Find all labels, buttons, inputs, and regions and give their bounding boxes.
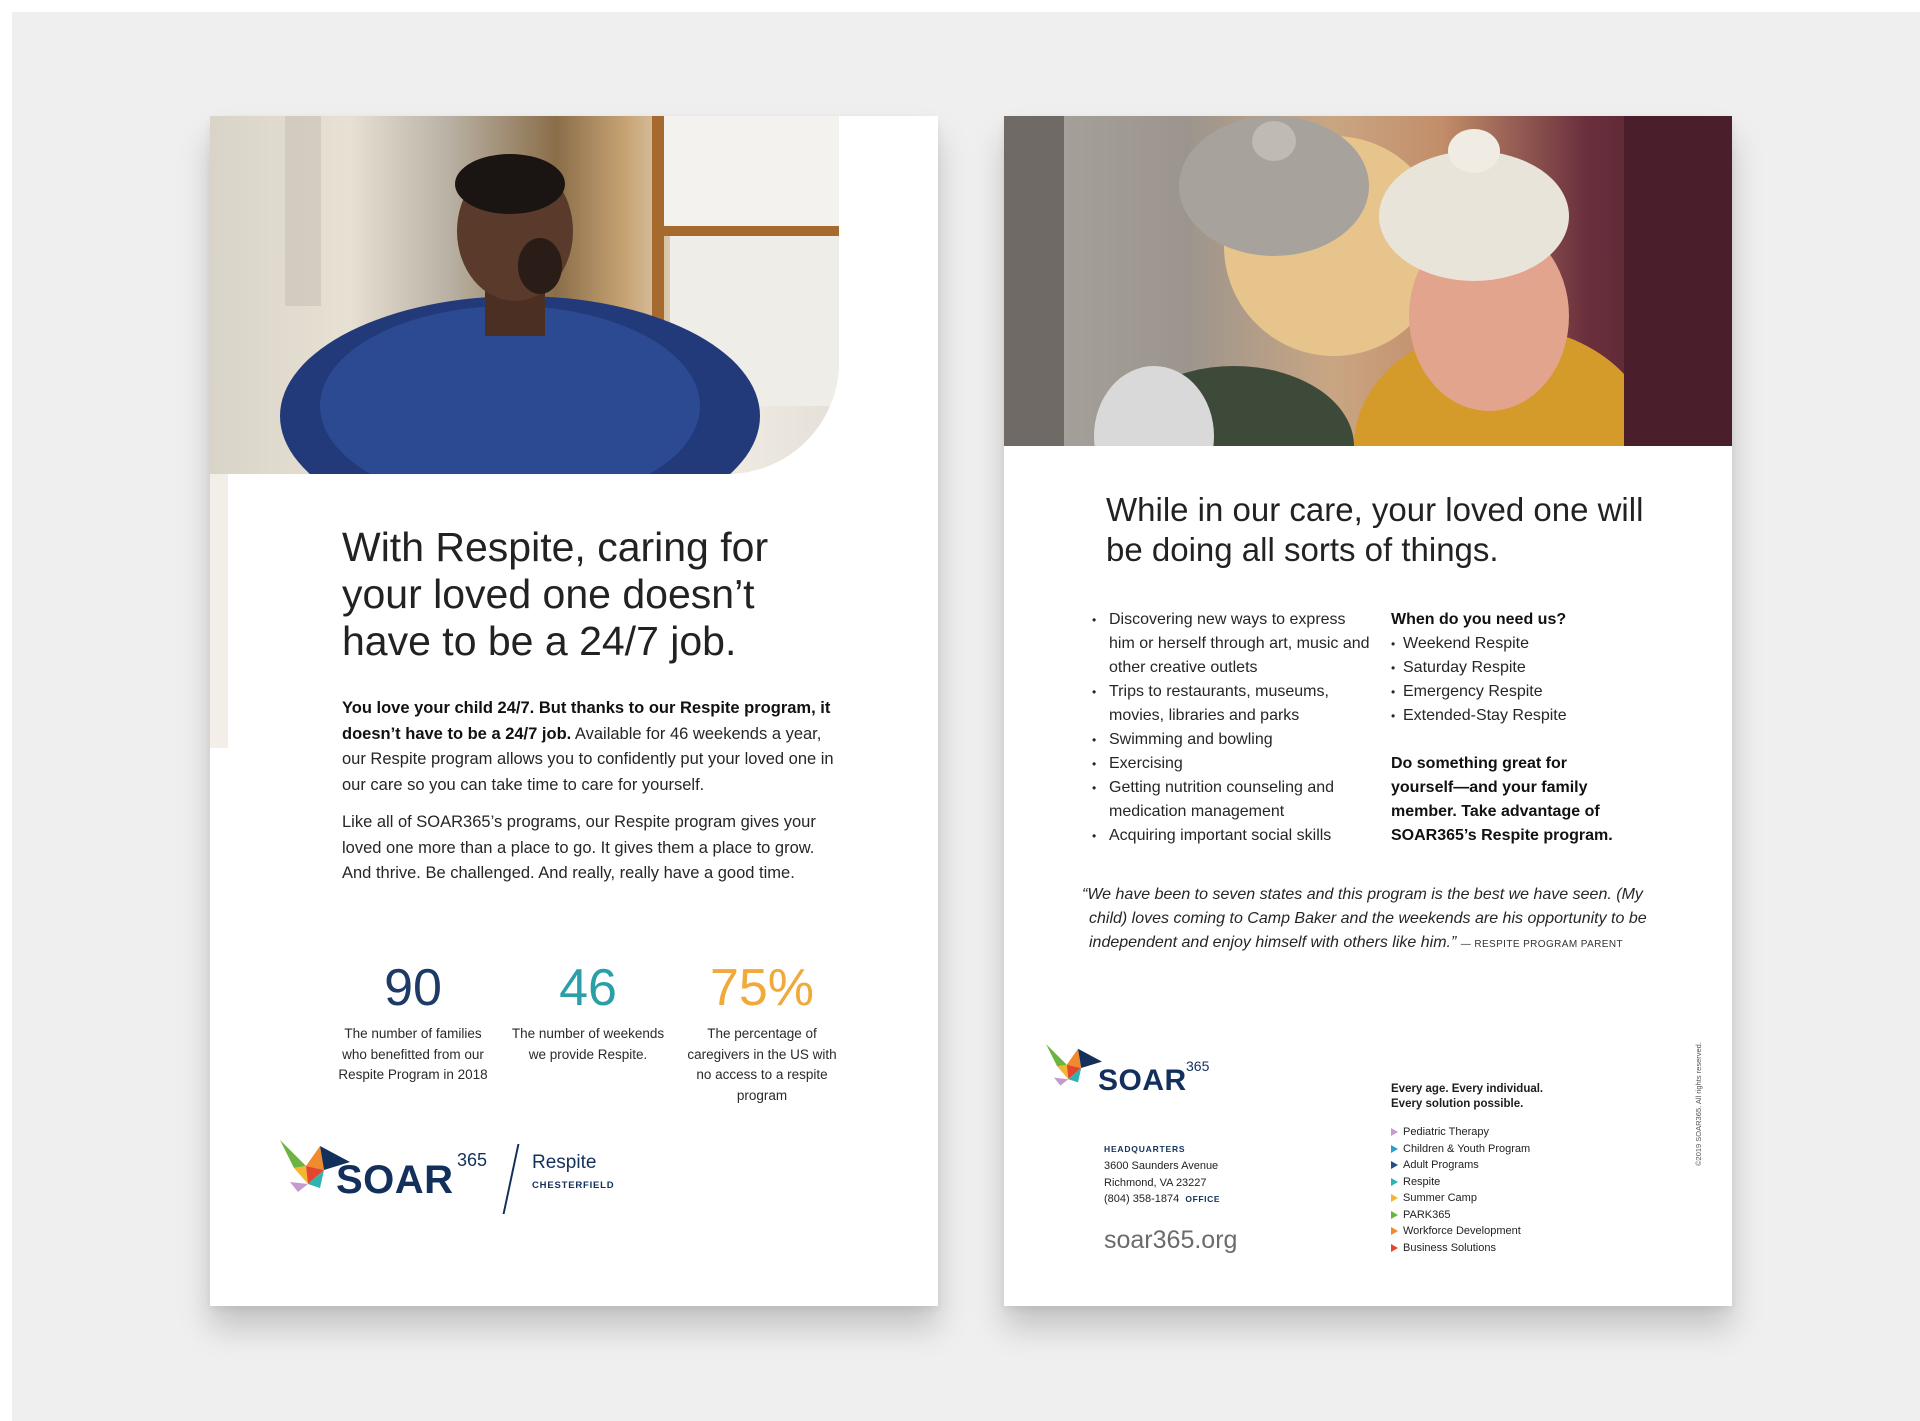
list-item: • Trips to restaurants, museums, movies, libraries and parks <box>1092 680 1372 728</box>
stat-caregivers <box>682 958 842 1106</box>
triangle-bullet-icon <box>1391 1227 1398 1235</box>
headline: While in our care, your loved one will be doing all sorts of things. <box>1106 491 1644 568</box>
stat-caption: The number of families who benefitted from our Respite Program in 2018 <box>338 1026 488 1082</box>
headline: With Respite, caring for your loved one doesn’t have to be a 24/7 job. <box>342 524 769 664</box>
triangle-bullet-icon <box>1391 1161 1398 1169</box>
triangle-bullet-icon <box>1391 1194 1398 1202</box>
photo-man-by-window <box>210 116 839 474</box>
when-title: When do you need us? <box>1391 611 1567 628</box>
soar365-respite-logo <box>280 1136 640 1216</box>
program-name: Respite <box>532 1152 597 1173</box>
hq-phone: (804) 358-1874 <box>1104 1193 1180 1205</box>
intro-bold: You love your child 24/7. But thanks to our Respite program, it doesn’t have to be a 24/7 job. <box>342 699 831 743</box>
program-item <box>1391 1240 1530 1257</box>
photo-illustration <box>210 116 839 474</box>
program-label: Workforce Development <box>1403 1225 1521 1237</box>
program-item <box>1391 1207 1530 1224</box>
soar-wordmark: SOAR <box>336 1158 454 1202</box>
list-item: • Swimming and bowling <box>1092 728 1372 752</box>
list-item: • Getting nutrition counseling and medication management <box>1092 776 1372 824</box>
photo-illustration <box>1004 116 1732 446</box>
program-item <box>1391 1174 1530 1191</box>
list-item: • Extended-Stay Respite <box>1391 704 1631 728</box>
when-list <box>1391 632 1631 728</box>
programs-list <box>1391 1124 1530 1256</box>
stat-value: 90 <box>384 959 442 1017</box>
triangle-bullet-icon <box>1391 1211 1398 1219</box>
list-item: • Weekend Respite <box>1391 632 1631 656</box>
hq-label: HEADQUARTERS <box>1104 1144 1186 1154</box>
quote-text: “We have been to seven states and this program is the best we have seen. (My child) loves coming to Camp Baker and the weekends are his opportunity to be independent and enjoy himself with others like him.” <box>1082 886 1647 951</box>
program-item <box>1391 1157 1530 1174</box>
program-location: CHESTERFIELD <box>532 1180 615 1191</box>
triangle-bullet-icon <box>1391 1145 1398 1153</box>
hq-phone-line <box>1104 1191 1220 1208</box>
tagline <box>1391 1082 1543 1112</box>
stat-value: 75% <box>709 959 815 1017</box>
list-item: • Emergency Respite <box>1391 680 1631 704</box>
program-label: Pediatric Therapy <box>1403 1126 1490 1138</box>
program-label: Respite <box>1403 1175 1441 1188</box>
list-item: • Acquiring important social skills <box>1092 824 1372 848</box>
program-label: Summer Camp <box>1403 1192 1477 1204</box>
logo-divider <box>503 1144 520 1214</box>
photo-women-in-hats <box>1004 116 1732 446</box>
program-item <box>1391 1141 1530 1158</box>
tagline-line-1: Every age. Every individual. <box>1391 1083 1544 1095</box>
origami-bird-icon <box>1046 1044 1102 1092</box>
flyer-page-right <box>1004 116 1732 1306</box>
triangle-bullet-icon <box>1391 1128 1398 1136</box>
intro-rest: Available for 46 weekends a year, our Respite program allows you to confidently put your loved one in our care so you can take time to care for yourself. <box>342 724 834 794</box>
hq-address <box>1104 1158 1220 1208</box>
program-label: Business Solutions <box>1403 1241 1496 1254</box>
presentation-background <box>12 12 1920 1421</box>
stat-caption: The percentage of caregivers in the US with no access to a respite program <box>687 1026 837 1103</box>
tagline-line-2: Every solution possible. <box>1391 1098 1524 1110</box>
soar-superscript: 365 <box>457 1150 488 1170</box>
soar365-logo <box>1046 1044 1246 1104</box>
paragraph-2: Like all of SOAR365’s programs, our Respite program gives your loved one more than a place to go. It gives them a place to grow. And thrive. Be challenged. And really, really have a good time. <box>342 813 816 882</box>
list-item: • Exercising <box>1092 752 1372 776</box>
quote-attribution: — RESPITE PROGRAM PARENT <box>1460 939 1623 950</box>
body-copy <box>342 696 842 899</box>
program-label: Adult Programs <box>1403 1159 1479 1171</box>
stat-caption: The number of weekends we provide Respite. <box>511 1026 665 1062</box>
soar-wordmark: SOAR <box>1098 1064 1187 1097</box>
list-item: • Discovering new ways to express him or herself through art, music and other creative outlets <box>1092 608 1372 680</box>
triangle-bullet-icon <box>1391 1178 1398 1186</box>
when-block <box>1391 608 1631 848</box>
copyright-notice: ©2019 SOAR365. All rights reserved. <box>1694 1042 1703 1166</box>
activities-list <box>1092 608 1372 848</box>
program-item <box>1391 1223 1530 1240</box>
hq-street: 3600 Saunders Avenue <box>1104 1160 1219 1172</box>
website-url: soar365.org <box>1104 1226 1238 1254</box>
testimonial-quote <box>1082 883 1659 957</box>
program-label: Children & Youth Program <box>1403 1142 1531 1155</box>
stat-families <box>333 958 493 1086</box>
program-label: PARK365 <box>1403 1208 1451 1221</box>
stat-value: 46 <box>559 959 617 1017</box>
soar-superscript: 365 <box>1186 1058 1210 1074</box>
program-item <box>1391 1124 1530 1141</box>
triangle-bullet-icon <box>1391 1244 1398 1252</box>
hq-city: Richmond, VA 23227 <box>1104 1176 1207 1189</box>
intro-paragraph <box>342 696 842 798</box>
hq-phone-tag: OFFICE <box>1185 1194 1221 1204</box>
list-item: • Saturday Respite <box>1391 656 1631 680</box>
call-to-action: Do something great for yourself—and your family member. Take advantage of SOAR365’s Respite program. <box>1391 755 1613 844</box>
stat-weekends <box>508 958 668 1065</box>
program-item <box>1391 1190 1530 1207</box>
flyer-page-left <box>210 116 938 1306</box>
